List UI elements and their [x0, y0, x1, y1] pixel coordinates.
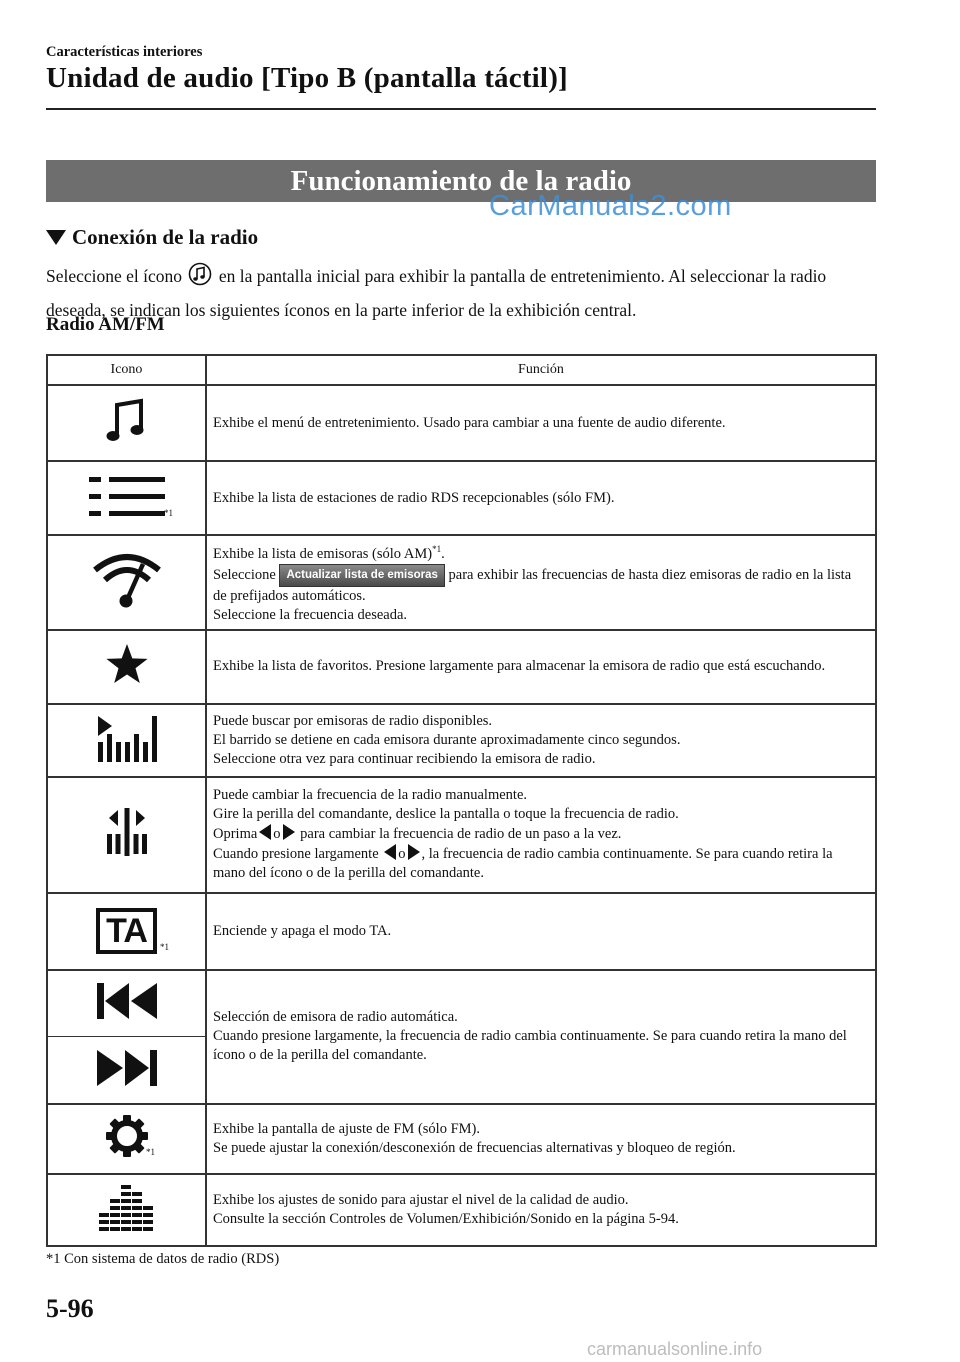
breadcrumb: Características interiores [46, 44, 203, 60]
subheading [46, 225, 258, 250]
function-table [46, 354, 877, 1247]
page-number: 5-96 [46, 1294, 94, 1323]
footnote: *1 Con sistema de datos de radio (RDS) [46, 1251, 280, 1267]
table-row [47, 385, 876, 461]
title-rule [46, 108, 876, 110]
table-row [47, 630, 876, 704]
sound-equalizer-grid [99, 1183, 155, 1231]
table-row [47, 970, 876, 1037]
row-text: Exhibe la pantalla de ajuste de FM (sólo FM). Se puede ajustar la conexión/desconexión de frecuencias alternativas y bloqueo de región. [206, 1104, 876, 1174]
table-header-row [47, 355, 876, 385]
watermark-bottom: carmanualsonline.info [587, 1339, 763, 1359]
actualizar-lista-button[interactable]: Actualizar lista de emisoras [279, 564, 444, 587]
row-text: Exhibe la lista de favoritos. Presione largamente para almacenar la emisora de radio que está escuchando. [206, 630, 876, 704]
arrow-right-icon [408, 844, 420, 860]
table-row [47, 1174, 876, 1246]
row-text: Exhibe la lista de emisoras (sólo AM)$^{*1}$. Seleccione Actualizar lista de emisoras para exhibir las frecuencias de hasta diez emisoras de radio en la lista de prefijados automáticos. Seleccione la frecuencia deseada. [206, 535, 876, 630]
intro-paragraph [46, 262, 876, 324]
music-note-circle-icon [188, 262, 212, 296]
seek-back-icon[interactable] [47, 970, 206, 1037]
icon-footnote-mark: *1 [146, 1146, 155, 1157]
arrow-left-icon [259, 824, 271, 840]
intro-text-b: en la pantalla inicial para exhibir la pantalla de entretenimiento. Al seleccionar la radio deseada, se indican los siguientes íconos en la parte inferior de la exhibición central. [46, 266, 827, 320]
ta-icon[interactable] [47, 893, 206, 970]
subheading-text: Conexión de la radio [72, 225, 259, 249]
table-row [47, 535, 876, 630]
row-text: Exhibe la lista de estaciones de radio RDS recepcionables (sólo FM). [206, 461, 876, 535]
icon-footnote-mark: *1 [160, 941, 169, 952]
table-row [47, 461, 876, 535]
intro-text-a: Seleccione el ícono [46, 266, 183, 286]
page-title: Unidad de audio [Tipo B (pantalla táctil)] [46, 62, 568, 94]
arrow-left-icon [384, 844, 396, 860]
arrow-right-icon [283, 824, 295, 840]
station-list-icon[interactable] [47, 461, 206, 535]
radio-am-fm-heading: Radio AM/FM [46, 314, 165, 335]
row-text: Selección de emisora de radio automática. Cuando presione largamente, la frecuencia de radio cambia continuamente. Se para cuando retira la mano del ícono o de la perilla del comandante. [206, 970, 876, 1104]
ta-icon-box: TA [96, 908, 157, 954]
row-text: Exhibe los ajustes de sonido para ajustar el nivel de la calidad de audio. Consulte la sección Controles de Volumen/Exhibición/Sonido en la página 5-94. [206, 1174, 876, 1246]
row-text: Enciende y apaga el modo TA. [206, 893, 876, 970]
triangle-bullet-icon [46, 230, 66, 245]
row-text: Puede cambiar la frecuencia de la radio manualmente. Gire la perilla del comandante, deslice la pantalla o toque la frecuencia de radio. Oprima o para cambiar la frecuencia de radio de un paso a la vez. Cuando presione largamente o , la frecuencia de radio cambia continuamente. Se para cuando retira la mano del ícono o de la perilla del comandante. [206, 777, 876, 893]
header-icono: Icono [47, 355, 206, 385]
sound-settings-icon[interactable] [47, 1174, 206, 1246]
table-row [47, 777, 876, 893]
row-text: Puede buscar por emisoras de radio disponibles. El barrido se detiene en cada emisora durante aproximadamente cinco segundos. Seleccione otra vez para continuar recibiendo la emisora de radio. [206, 704, 876, 777]
icon-footnote-mark: *1 [164, 508, 173, 518]
music-note-icon[interactable] [47, 385, 206, 461]
manual-tune-icon[interactable] [47, 777, 206, 893]
scan-icon[interactable] [47, 704, 206, 777]
header-funcion: Función [206, 355, 876, 385]
section-banner: Funcionamiento de la radio [46, 160, 876, 202]
table-row [47, 704, 876, 777]
gear-icon[interactable] [47, 1104, 206, 1174]
signal-meter-icon[interactable] [47, 535, 206, 630]
star-icon[interactable] [47, 630, 206, 704]
seek-forward-icon[interactable] [47, 1037, 206, 1104]
table-row [47, 1104, 876, 1174]
watermark-top: CarManuals2.com [489, 190, 732, 222]
table-row [47, 893, 876, 970]
row-text: Exhibe el menú de entretenimiento. Usado para cambiar a una fuente de audio diferente. [206, 385, 876, 461]
